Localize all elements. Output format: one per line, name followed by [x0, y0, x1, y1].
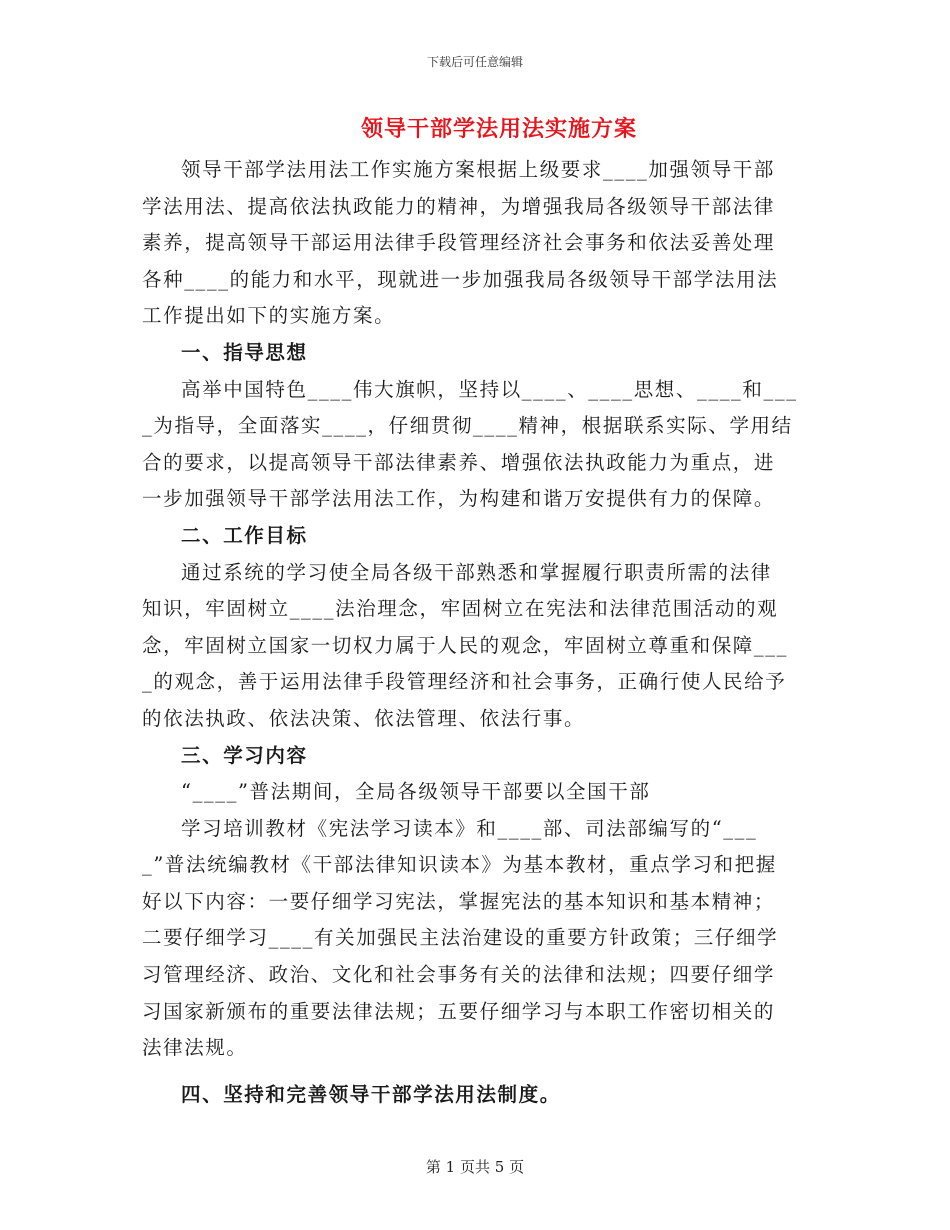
page-number-footer: 第 1 页共 5 页 [425, 1158, 525, 1176]
section3-line: 好以下内容：一要仔细学习宪法，掌握宪法的基本知识和基本精神； [142, 889, 776, 913]
intro-line: 各种____的能力和水平，现就进一步加强我局各级领导干部学法用法 [142, 267, 779, 291]
section3-line: 二要仔细学习____有关加强民主法治建设的重要方针政策；三仔细学 [142, 926, 779, 950]
section2-line: 通过系统的学习使全局各级干部熟悉和掌握履行职责所需的法律 [181, 560, 772, 584]
intro-line: 学法用法、提高依法执政能力的精神，为增强我局各级领导干部法律 [142, 194, 776, 218]
section1-line: 一步加强领导干部学法用法工作，为构建和谐万安提供有力的保障。 [142, 487, 776, 511]
section3-intro-line [142, 774, 806, 811]
section2-line: 念，牢固树立国家一切权力属于人民的观念，牢固树立尊重和保障___ [142, 633, 788, 657]
section3-paragraph [142, 811, 806, 1067]
intro-paragraph [142, 152, 806, 335]
intro-line: 领导干部学法用法工作实施方案根据上级要求____加强领导干部 [181, 158, 776, 181]
section-heading-work-goals: 二、工作目标 [181, 523, 308, 547]
section3-line: 习管理经济、政治、文化和社会事务有关的法律和法规；四要仔细学 [142, 963, 776, 987]
section1-paragraph [142, 372, 806, 518]
section-heading-study-content: 三、学习内容 [181, 743, 308, 767]
document-body [142, 152, 806, 1113]
section-heading-guiding-ideology: 一、指导思想 [181, 340, 308, 364]
intro-line: 工作提出如下的实施方案。 [142, 304, 396, 328]
section1-line: 合的要求，以提高领导干部法律素养、增强依法执政能力为重点，进 [142, 450, 776, 474]
section-heading-system: 四、坚持和完善领导干部学法用法制度。 [181, 1082, 561, 1106]
section3-line: 法律法规。 [142, 1036, 248, 1060]
section2-line: _的观念，善于运用法律手段管理经济和社会事务，正确行使人民给予 [142, 670, 787, 694]
section2-paragraph [142, 555, 806, 738]
section3-line: “____”普法期间，全局各级领导干部要以全国干部 [181, 780, 651, 804]
section3-line: 习国家新颁布的重要法律法规；五要仔细学习与本职工作密切相关的 [142, 999, 776, 1023]
section2-line: 的依法执政、依法决策、依法管理、依法行事。 [142, 706, 586, 730]
section1-line: 高举中国特色____伟大旗帜，坚持以____、____思想、____和___ [181, 377, 798, 401]
section3-line: 学习培训教材《宪法学习读本》和____部、司法部编写的“___ [181, 816, 758, 840]
section2-line: 知识，牢固树立____法治理念，牢固树立在宪法和法律范围活动的观 [142, 597, 779, 621]
intro-line: 素养，提高领导干部运用法律手段管理经济社会事务和依法妥善处理 [142, 231, 776, 255]
page-header-note: 下载后可任意编辑 [426, 55, 523, 69]
section3-line: _”普法统编教材《干部法律知识读本》为基本教材，重点学习和把握 [142, 853, 777, 877]
document-title: 领导干部学法用法实施方案 [360, 116, 637, 142]
section1-line: _为指导，全面落实____，仔细贯彻____精神，根据联系实际、学用结 [142, 414, 793, 438]
